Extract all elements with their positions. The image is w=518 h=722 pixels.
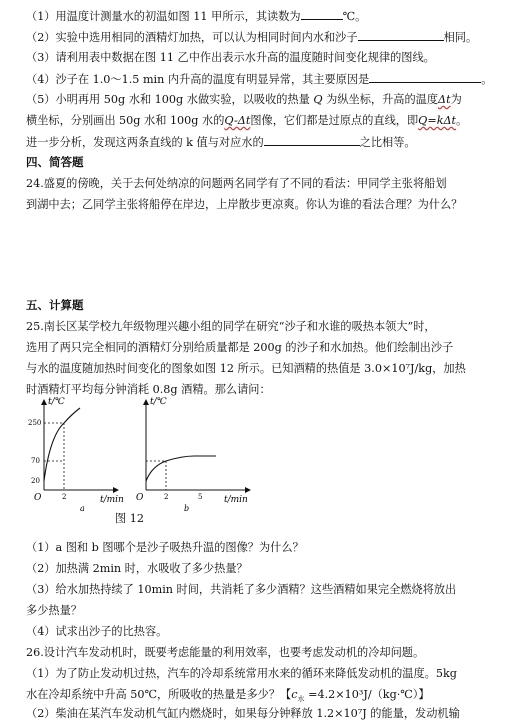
graph-b-x-tick-2: 2 (164, 493, 169, 501)
q25-sub-3a: （3）给水加热持续了 10min 时间，共消耗了多少酒精？这些酒精如果完全燃烧将放出 (26, 583, 457, 596)
q25-sub-1: （1）a 图和 b 图哪个是沙子吸热升温的图像？为什么？ (26, 541, 304, 554)
graph-b-sublabel: b (184, 504, 190, 512)
q24-line-2: 到湖中去；乙同学主张将船停在岸边，上岸散步更凉爽。你认为谁的看法合理？为什么？ (26, 198, 463, 211)
graph-b-curve (146, 456, 216, 481)
graph-b-x-label: t/min (224, 495, 248, 505)
q25-sub-4: （4）试求出沙子的比热容。 (26, 625, 168, 638)
graph-a-sublabel: a (80, 504, 85, 512)
q25-line-4: 时酒精灯平均每分钟消耗 0.8g 酒精。那么请问： (26, 383, 271, 396)
section-4-title: 四、简答题 (26, 155, 84, 169)
q-part-4: （4）沙子在 1.0～1.5 min 内升高的温度有明显异常，其主要原因是 。 (26, 70, 506, 88)
graph-a (28, 397, 124, 512)
graph-a-y-tick-70: 70 (31, 457, 40, 465)
graph-a-x-label: t/min (100, 495, 124, 505)
q-part-5-end: 进一步分析，发现这两条直线的 k 值与对应水的 之比相等。 (26, 133, 506, 151)
graph-a-origin: O (34, 493, 42, 503)
q25-sub-3b: 多少热量？ (26, 604, 82, 617)
q25-sub-2: （2）加热满 2min 时，水吸收了多少热量？ (26, 562, 248, 575)
q24-line-1: 24.盛夏的傍晚，关于去何处纳凉的问题两名同学有了不同的看法：甲同学主张将船划 (26, 177, 447, 190)
graph-b-x-tick-5: 5 (198, 493, 203, 501)
graph-b (136, 397, 250, 512)
answer-blank[interactable] (264, 133, 360, 146)
figure-caption: 图 12 (115, 512, 144, 525)
graph-a-y-label: t/℃ (48, 397, 65, 407)
q-part-5-cont: 横坐标，分别画出 50g 水和 100g 水的Q-Δt图像，它们都是过原点的直线，即Q=kΔt。 (26, 114, 468, 127)
graph-b-origin: O (136, 493, 144, 503)
graph-a-y-tick-20: 20 (31, 477, 40, 485)
q-part-3: （3）请利用表中数据在图 11 乙中作出表示水升高的温度随时间变化规律的图线。 (26, 51, 435, 64)
q-part-2: （2）实验中选用相同的酒精灯加热，可以认为相同时间内水和沙子 相同。 (26, 28, 506, 46)
q26-sub-2: （2）柴油在某汽车发动机气缸内燃烧时，如果每分钟释放 1.2×10⁷J 的能量，发动机输 (26, 707, 460, 720)
graph-a-y-tick-250: 250 (28, 419, 42, 427)
figure-12-graphs (28, 394, 258, 512)
graph-a-curve (44, 408, 80, 481)
answer-blank[interactable] (301, 7, 343, 20)
q-part-1: （1）用温度计测量水的初温如图 11 甲所示，其读数为 ℃。 (26, 7, 506, 25)
q25-line-2: 选用了两只完全相同的酒精灯分别给质量都是 200g 的沙子和水加热。他们绘制出沙子 (26, 341, 454, 354)
q26-line-1: 26.设计汽车发动机时，既要考虑能量的利用效率，也要考虑发动机的冷却问题。 (26, 646, 425, 659)
answer-blank[interactable] (358, 28, 444, 41)
q25-line-1: 25.南长区某学校九年级物理兴趣小组的同学在研究“沙子和水谁的吸热本领大”时， (26, 320, 436, 333)
q26-sub-1a: （1）为了防止发动机过热，汽车的冷却系统常用水来的循环来降低发动机的温度。5kg (26, 667, 457, 680)
graph-a-x-tick-2: 2 (62, 493, 67, 501)
q25-line-3: 与水的温度随加热时间变化的图象如图 12 所示。已知酒精的热值是 3.0×10⁷J/kg，加热 (26, 362, 466, 375)
q26-sub-1b: 水在冷却系统中升高 50℃，所吸收的热量是多少？【$c_水$ =4.2×10³J/（kg·℃）】 (26, 688, 430, 704)
graph-b-y-label: t/℃ (150, 397, 167, 407)
answer-blank[interactable] (369, 70, 481, 83)
q-part-5: （5）小明再用 50g 水和 100g 水做实验，以吸收的热量 Q 为纵坐标，升高的温度Δt为 (26, 93, 462, 106)
section-5-title: 五、计算题 (26, 298, 84, 312)
